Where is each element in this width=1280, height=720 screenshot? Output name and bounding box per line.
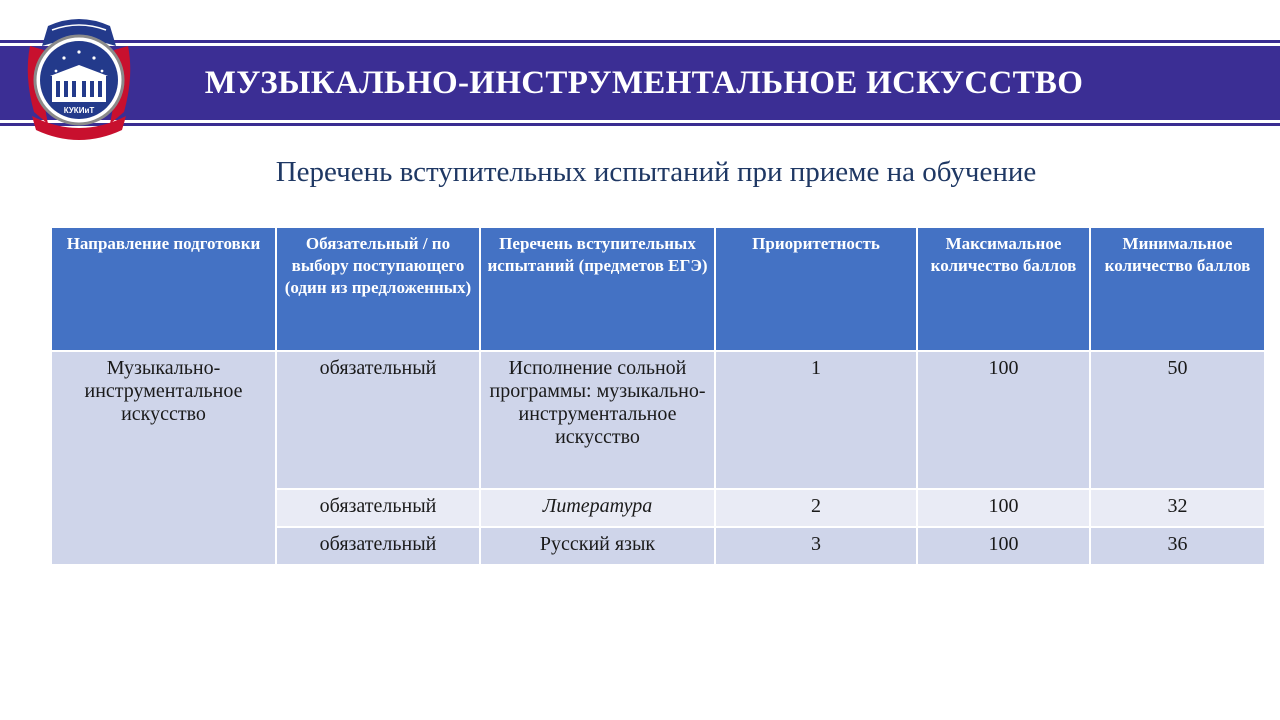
header-exams: Перечень вступительных испытаний (предметов ЕГЭ)	[480, 227, 715, 351]
page-title: МУЗЫКАЛЬНО-ИНСТРУМЕНТАЛЬНОЕ ИСКУССТВО	[204, 65, 1084, 101]
header-max-score: Максимальное количество баллов	[917, 227, 1090, 351]
min-score-cell: 32	[1090, 489, 1265, 527]
header-min-score: Минимальное количество баллов	[1090, 227, 1265, 351]
type-cell: обязательный	[276, 351, 480, 489]
exam-cell: Литература	[480, 489, 715, 527]
table-header-row	[51, 227, 1265, 351]
header-type: Обязательный / по выбору поступающего (один из предложенных)	[276, 227, 480, 351]
min-score-cell: 36	[1090, 527, 1265, 565]
priority-cell: 2	[715, 489, 917, 527]
max-score-cell: 100	[917, 351, 1090, 489]
title-banner	[0, 40, 1280, 126]
type-cell: обязательный	[276, 527, 480, 565]
exam-cell: Русский язык	[480, 527, 715, 565]
exam-cell: Исполнение сольной программы: музыкально-инструментальное искусство	[480, 351, 715, 489]
subtitle: Перечень вступительных испытаний при приеме на обучение	[275, 156, 1037, 188]
table-row	[51, 351, 1265, 489]
type-cell: обязательный	[276, 489, 480, 527]
min-score-cell: 50	[1090, 351, 1265, 489]
header-priority: Приоритетность	[715, 227, 917, 351]
banner-top-line	[0, 40, 1280, 43]
priority-cell: 3	[715, 527, 917, 565]
university-logo-icon	[18, 16, 140, 144]
header-direction: Направление подготовки	[51, 227, 276, 351]
svg-text:КУКИиТ: КУКИиТ	[63, 106, 95, 115]
admission-exams-table	[50, 226, 1266, 566]
priority-cell: 1	[715, 351, 917, 489]
max-score-cell: 100	[917, 527, 1090, 565]
direction-cell: Музыкально-инструментальное искусство	[51, 351, 276, 565]
max-score-cell: 100	[917, 489, 1090, 527]
banner-bottom-line	[0, 123, 1280, 126]
